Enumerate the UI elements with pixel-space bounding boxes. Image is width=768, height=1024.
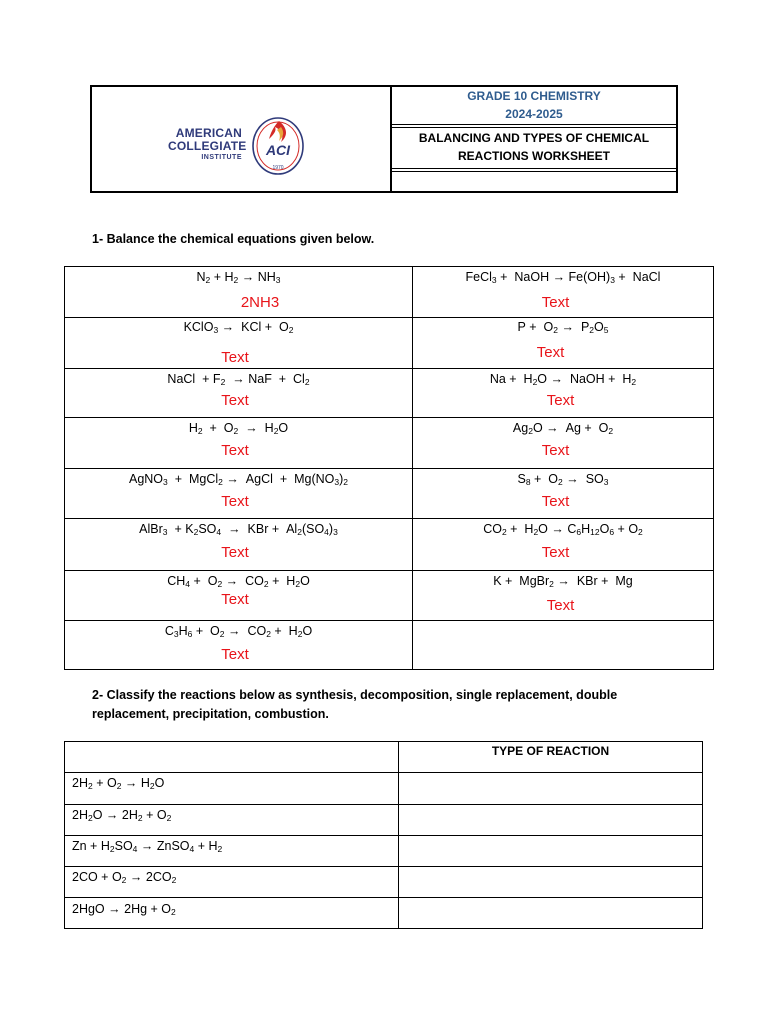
subscript: 2 (558, 477, 563, 487)
subscript: 2 (116, 781, 122, 791)
arrow-icon: → (228, 522, 241, 536)
answer-field[interactable]: Text (221, 493, 249, 510)
arrow-icon: → (552, 270, 566, 284)
subscript: 3 (213, 325, 219, 335)
subscript: 2 (149, 781, 155, 791)
subscript: 2 (273, 426, 279, 436)
row-divider (65, 468, 713, 469)
answer-field[interactable]: Text (541, 442, 570, 459)
emblem-year: 1970 (272, 165, 284, 171)
subscript: 2 (217, 844, 223, 854)
subscript: 2 (304, 377, 310, 387)
row-divider (65, 897, 702, 898)
subscript: 2 (193, 527, 199, 537)
subscript: 2 (589, 325, 595, 335)
subscript: 2 (233, 275, 239, 285)
subscript: 2 (533, 527, 539, 537)
answer-field[interactable]: Text (546, 392, 575, 409)
logo-line-3: INSTITUTE (201, 154, 242, 161)
worksheet-header (90, 85, 678, 193)
equation: KClO$_3$ → KCl + $O_2$ (183, 320, 294, 335)
arrow-icon: → (566, 472, 579, 486)
row-divider (65, 518, 713, 519)
divider (392, 171, 676, 172)
subscript: 2 (263, 579, 269, 589)
subscript: 2 (197, 426, 203, 436)
subscript: 2 (166, 813, 172, 823)
arrow-icon: → (232, 372, 245, 386)
subscript: 2 (343, 477, 349, 487)
subscript: 3 (334, 477, 340, 487)
subscript: 6 (609, 527, 615, 537)
subscript: 4 (185, 579, 190, 589)
answer-field[interactable]: Text (536, 344, 565, 361)
subscript: 2 (205, 275, 211, 285)
equation: FeCl$_3$ + NaOH → $Fe(OH)_3$ + NaCl (465, 270, 661, 285)
reaction-type-field[interactable] (405, 869, 695, 891)
arrow-icon: → (241, 270, 255, 284)
aci-emblem-icon (245, 115, 311, 177)
reaction-type-field[interactable] (405, 807, 695, 829)
subscript: 2 (608, 426, 614, 436)
answer-field[interactable]: Text (221, 646, 249, 663)
equation: $S_8 + O_2 \to SO_3$ (517, 472, 609, 487)
answer-field[interactable]: Text (221, 544, 249, 561)
subscript: 2 (137, 813, 143, 823)
subscript: 2 (501, 527, 507, 537)
subscript: 4 (216, 527, 222, 537)
arrow-icon: → (105, 808, 119, 822)
equation: $Ag_2O \to Ag + O_2$ (512, 421, 614, 436)
row-divider (65, 866, 702, 867)
section-2-title-line-1: 2- Classify the reactions below as synthesis, decomposition, single replacement, double (92, 688, 618, 702)
reaction-type-field[interactable] (405, 838, 695, 860)
answer-field[interactable]: Text (541, 544, 570, 561)
divider (392, 127, 676, 128)
answer-field[interactable]: Text (221, 349, 249, 366)
equation: $N_2 + H_2 \to NH_3$ (196, 270, 281, 285)
arrow-icon: → (124, 776, 138, 790)
reaction-equation: $2CO + O_2 \to 2CO_2$ (72, 870, 177, 885)
equation: $C_3H_6 + O_2 \to CO_2 + H_2O$ (164, 624, 313, 639)
divider (392, 124, 676, 125)
subscript: 2 (295, 579, 301, 589)
equation: AlBr$_3$ + $K_2SO_4$ → KBr + $Al_2(SO_4)_3$ (139, 522, 338, 537)
equation: $Na + H_2O$ → NaOH + $H_2$ (489, 372, 637, 387)
answer-field[interactable]: 2NH3 (240, 294, 280, 311)
subscript: 2 (171, 875, 177, 885)
arrow-icon: → (550, 372, 563, 386)
worksheet-title-line-1: BALANCING AND TYPES OF CHEMICAL (418, 131, 650, 145)
subscript: 6 (187, 629, 193, 639)
subscript: 5 (603, 325, 609, 335)
balance-equations-table (64, 266, 714, 670)
equation: $H_2 + O_2 \to H_2O$ (188, 421, 289, 436)
arrow-icon: → (561, 320, 574, 334)
answer-field[interactable]: Text (541, 294, 570, 311)
subscript: 3 (162, 527, 168, 537)
section-2-title-line-2: replacement, precipitation, combustion. (92, 707, 329, 721)
reaction-equation: $2HgO \to 2Hg + O_2$ (72, 902, 176, 917)
arrow-icon: → (226, 472, 239, 486)
subscript: 2 (109, 844, 115, 854)
subscript: 2 (638, 527, 643, 537)
subscript: 3 (275, 275, 281, 285)
subscript: 4 (189, 844, 195, 854)
equation: AgNO$_3$ + MgCl$_2$ → AgCl + $Mg(NO_3)_2$ (128, 472, 349, 487)
subscript: 2 (266, 629, 271, 639)
subscript: 4 (132, 844, 138, 854)
answer-field[interactable]: Text (221, 442, 249, 459)
subscript: 3 (610, 275, 615, 285)
reaction-equation: $2H_2O \to 2H_2 + O_2$ (72, 808, 172, 823)
subscript: 2 (288, 325, 294, 335)
subscript: 2 (220, 377, 226, 387)
school-logo-text (168, 126, 247, 162)
arrow-icon: → (228, 624, 241, 638)
subscript: 2 (87, 813, 93, 823)
row-divider (65, 570, 713, 571)
subscript: 2 (297, 527, 302, 537)
equation: $CH_4 + O_2 \to CO_2 + H_2O$ (167, 574, 310, 589)
row-divider (65, 368, 713, 369)
subscript: 2 (553, 325, 559, 335)
arrow-icon: → (140, 839, 154, 853)
reaction-equation: $2H_2 + O_2 \to H_2O$ (72, 776, 165, 791)
arrow-icon: → (108, 902, 121, 916)
row-divider (65, 620, 713, 621)
school-logo-area (92, 87, 392, 191)
reaction-type-table (64, 741, 703, 929)
subscript: 8 (525, 477, 531, 487)
arrow-icon: → (225, 574, 239, 588)
subscript: 2 (528, 426, 533, 436)
subscript: 3 (333, 527, 338, 537)
subscript: 2 (233, 426, 239, 436)
answer-field[interactable]: Text (546, 597, 575, 614)
section-2-title (92, 686, 617, 724)
worksheet-title-line-2: REACTIONS WORKSHEET (457, 149, 610, 163)
reaction-type-field[interactable] (405, 775, 695, 797)
subscript: 2 (219, 629, 225, 639)
subscript: 12 (590, 527, 600, 537)
subscript: 3 (603, 477, 609, 487)
equation: $P + O_2 \to P_2O_5$ (517, 320, 609, 335)
subscript: 3 (173, 629, 179, 639)
arrow-icon: → (557, 574, 570, 588)
subscript: 2 (532, 377, 538, 387)
subscript: 6 (576, 527, 582, 537)
equation: K + MgBr$_2$ → KBr + Mg (493, 574, 633, 589)
subscript: 3 (491, 275, 497, 285)
header-info (392, 87, 676, 191)
worksheet-title (392, 129, 676, 165)
subscript: 2 (87, 781, 93, 791)
logo-line-1: AMERICAN (175, 126, 242, 140)
logo-line-2: COLLEGIATE (168, 139, 247, 153)
arrow-icon: → (546, 421, 559, 435)
answer-field[interactable]: Text (221, 392, 249, 409)
subscript: 2 (297, 629, 303, 639)
arrow-icon: → (551, 522, 564, 536)
row-divider (65, 835, 702, 836)
answer-field[interactable]: Text (221, 591, 249, 608)
divider (392, 168, 676, 169)
answer-field[interactable]: Text (541, 493, 570, 510)
reaction-equation: $Zn + H_2SO_4$ → ZnSO$_4$ + $H_2$ (72, 839, 223, 854)
reaction-type-field[interactable] (405, 901, 695, 923)
row-divider (65, 317, 713, 318)
row-divider (65, 804, 702, 805)
section-1-title: 1- Balance the chemical equations given below. (92, 232, 375, 246)
subscript: 4 (324, 527, 329, 537)
equation: $CO_2 + H_2O \to C_6H_{12}O_6 + O_2$ (483, 522, 643, 537)
subscript: 2 (217, 579, 223, 589)
subscript: 2 (171, 907, 176, 917)
equation: NaCl + $F_2$ → NaF + $Cl_2$ (167, 372, 310, 387)
emblem-letters: ACI (265, 142, 291, 158)
arrow-icon: → (221, 320, 235, 334)
arrow-icon: → (129, 870, 143, 884)
subscript: 2 (631, 377, 637, 387)
subscript: 2 (121, 875, 127, 885)
row-divider (65, 417, 713, 418)
type-of-reaction-header: TYPE OF REACTION (491, 744, 610, 758)
school-year: 2024-2025 (505, 107, 563, 121)
subscript: 2 (549, 579, 554, 589)
grade-label: GRADE 10 CHEMISTRY (467, 89, 601, 103)
arrow-icon: → (245, 421, 258, 435)
subscript: 2 (218, 477, 223, 487)
row-divider (65, 772, 702, 773)
grade-block (392, 87, 676, 124)
subscript: 3 (163, 477, 168, 487)
